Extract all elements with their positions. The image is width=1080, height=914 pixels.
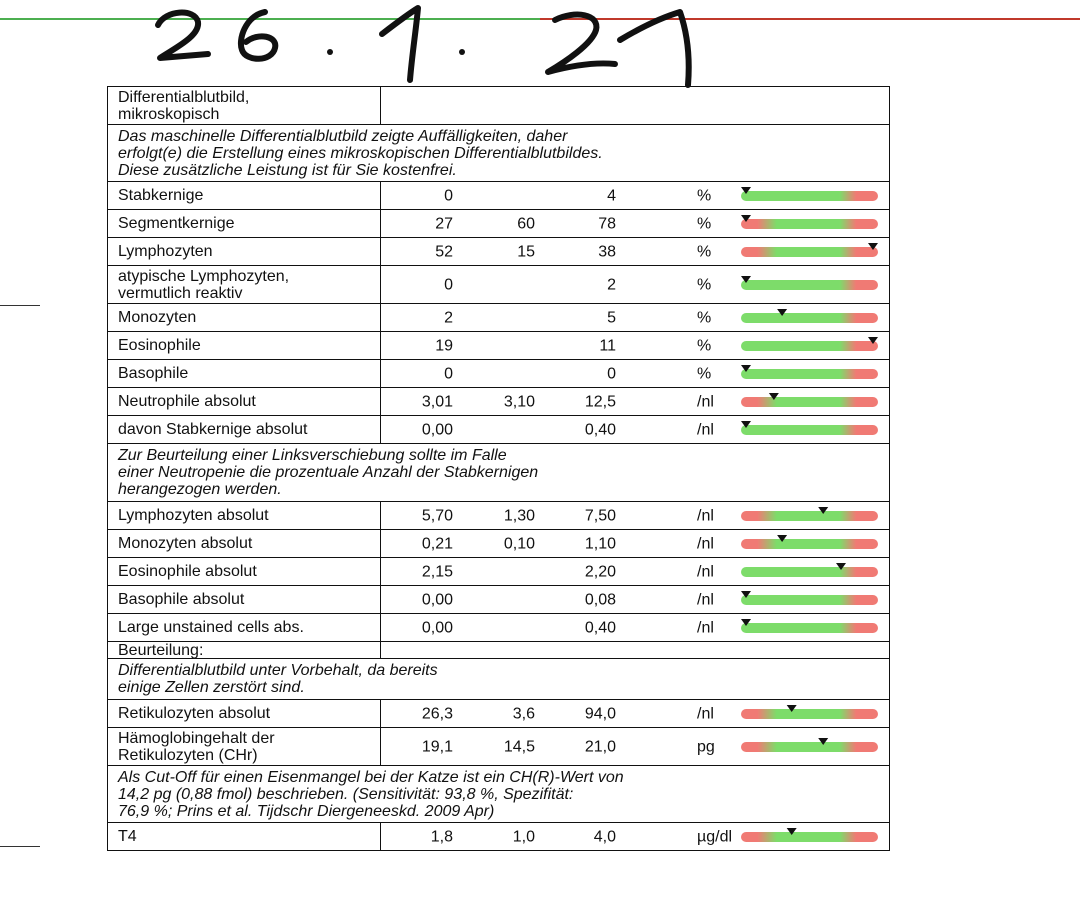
result-value: 26,3 xyxy=(421,705,453,722)
bar-track xyxy=(741,511,878,521)
reference-high: 78 xyxy=(598,215,616,232)
reference-low: 14,5 xyxy=(503,738,535,755)
parameter-name: Large unstained cells abs. xyxy=(108,614,381,642)
unit: /nl xyxy=(697,393,714,410)
unit: % xyxy=(697,187,712,204)
result-value: 0 xyxy=(444,276,453,293)
reference-bar xyxy=(741,709,878,719)
reference-high: 2,20 xyxy=(584,563,616,580)
reference-low: 3,6 xyxy=(512,705,535,722)
result-value: 0 xyxy=(444,365,453,382)
section-header: Differentialblutbild, mikroskopisch xyxy=(108,87,381,125)
bar-track xyxy=(741,832,878,842)
parameter-name: Eosinophile absolut xyxy=(108,558,381,586)
reference-bar xyxy=(741,539,878,549)
parameter-name: atypische Lymphozyten, vermutlich reaktiv xyxy=(108,266,381,304)
unit: % xyxy=(697,337,712,354)
result-value: 52 xyxy=(435,243,453,260)
bar-track xyxy=(741,425,878,435)
result-value: 0,21 xyxy=(421,535,453,552)
result-row xyxy=(108,823,890,851)
parameter-name: Hämoglobingehalt der Retikulozyten (CHr) xyxy=(108,728,381,766)
unit: /nl xyxy=(697,591,714,608)
result-row xyxy=(108,700,890,728)
result-row xyxy=(108,614,890,642)
unit: % xyxy=(697,276,712,293)
reference-high: 11 xyxy=(599,337,616,354)
reference-high: 0,40 xyxy=(584,421,616,438)
result-row xyxy=(108,332,890,360)
bar-track xyxy=(741,742,878,752)
bar-track xyxy=(741,539,878,549)
bar-track xyxy=(741,369,878,379)
reference-high: 4,0 xyxy=(593,828,616,845)
reference-bar xyxy=(741,511,878,521)
reference-bar xyxy=(741,595,878,605)
note-cutoff: Als Cut-Off für einen Eisenmangel bei der Katze ist ein CH(R)-Wert von 14,2 pg (0,88 fmol) beschrieben. (Sensitivität: 93,8 %, Spezifität: 76,9 %; Prins et al. Tijdschr Diergeneeskd. 2009 Apr) xyxy=(108,766,890,823)
parameter-name: Monozyten xyxy=(108,304,381,332)
bar-track xyxy=(741,567,878,577)
margin-tick xyxy=(0,305,40,306)
reference-high: 1,10 xyxy=(584,535,616,552)
bar-track xyxy=(741,280,878,290)
unit: % xyxy=(697,243,712,260)
reference-low: 0,10 xyxy=(503,535,535,552)
bar-track xyxy=(741,709,878,719)
handwritten-date xyxy=(0,0,720,90)
result-value: 27 xyxy=(435,215,453,232)
result-row xyxy=(108,210,890,238)
reference-bar xyxy=(741,369,878,379)
reference-bar xyxy=(741,567,878,577)
parameter-name: Eosinophile xyxy=(108,332,381,360)
parameter-name: davon Stabkernige absolut xyxy=(108,416,381,444)
bar-track xyxy=(741,219,878,229)
parameter-name: Basophile xyxy=(108,360,381,388)
result-row xyxy=(108,304,890,332)
reference-high: 2 xyxy=(607,276,616,293)
reference-high: 12,5 xyxy=(584,393,616,410)
reference-bar xyxy=(741,341,878,351)
reference-bar xyxy=(741,219,878,229)
unit: /nl xyxy=(697,507,714,524)
result-row xyxy=(108,388,890,416)
result-row xyxy=(108,416,890,444)
note-row xyxy=(108,444,890,502)
parameter-name: Lymphozyten absolut xyxy=(108,502,381,530)
unit: µg/dl xyxy=(697,828,733,845)
result-value: 2,15 xyxy=(421,563,453,580)
result-value: 2 xyxy=(444,309,453,326)
result-row xyxy=(108,266,890,304)
note-assessment: Differentialblutbild unter Vorbehalt, da bereits einige Zellen zerstört sind. xyxy=(108,659,890,700)
result-value: 5,70 xyxy=(421,507,453,524)
note-microscopic: Das maschinelle Differentialblutbild zeigte Auffälligkeiten, daher erfolgt(e) die Erstellung eines mikroskopischen Differentialblutbildes. Diese zusätzliche Leistung ist für Sie kostenfrei. xyxy=(108,125,890,182)
reference-bar xyxy=(741,191,878,201)
reference-high: 4 xyxy=(607,187,616,204)
reference-bar xyxy=(741,623,878,633)
parameter-name: Segmentkernige xyxy=(108,210,381,238)
unit: % xyxy=(697,215,712,232)
reference-low: 1,0 xyxy=(512,828,535,845)
reference-high: 0 xyxy=(607,365,616,382)
parameter-name: Lymphozyten xyxy=(108,238,381,266)
reference-high: 5 xyxy=(607,309,616,326)
unit: /nl xyxy=(697,421,714,438)
parameter-name: Basophile absolut xyxy=(108,586,381,614)
reference-low: 60 xyxy=(517,215,535,232)
reference-high: 38 xyxy=(598,243,616,260)
bar-track xyxy=(741,397,878,407)
reference-bar xyxy=(741,425,878,435)
result-value: 3,01 xyxy=(421,393,453,410)
result-row xyxy=(108,558,890,586)
unit: /nl xyxy=(697,705,714,722)
reference-bar xyxy=(741,313,878,323)
unit: % xyxy=(697,365,712,382)
bar-track xyxy=(741,191,878,201)
unit: pg xyxy=(697,738,715,755)
assessment-row xyxy=(108,642,890,659)
result-value: 19,1 xyxy=(421,738,453,755)
parameter-name: Retikulozyten absolut xyxy=(108,700,381,728)
reference-low: 3,10 xyxy=(503,393,535,410)
result-row xyxy=(108,728,890,766)
reference-bar xyxy=(741,247,878,257)
result-row xyxy=(108,182,890,210)
reference-bar xyxy=(741,280,878,290)
lab-results-table xyxy=(107,86,890,851)
result-row xyxy=(108,238,890,266)
result-row xyxy=(108,586,890,614)
result-row xyxy=(108,530,890,558)
bar-track xyxy=(741,341,878,351)
reference-low: 15 xyxy=(517,243,535,260)
result-row xyxy=(108,502,890,530)
reference-high: 0,40 xyxy=(584,619,616,636)
bar-track xyxy=(741,313,878,323)
bar-track xyxy=(741,247,878,257)
unit: /nl xyxy=(697,535,714,552)
reference-high: 7,50 xyxy=(584,507,616,524)
result-value: 19 xyxy=(435,337,453,354)
unit: /nl xyxy=(697,563,714,580)
reference-high: 21,0 xyxy=(584,738,616,755)
result-value: 0,00 xyxy=(421,591,453,608)
reference-bar xyxy=(741,832,878,842)
parameter-name: Neutrophile absolut xyxy=(108,388,381,416)
reference-bar xyxy=(741,742,878,752)
result-value: 0 xyxy=(444,187,453,204)
note-row xyxy=(108,125,890,182)
unit: % xyxy=(697,309,712,326)
result-value: 1,8 xyxy=(430,828,453,845)
parameter-name: T4 xyxy=(108,823,381,851)
reference-bar xyxy=(741,397,878,407)
result-value: 0,00 xyxy=(421,421,453,438)
note-left-shift: Zur Beurteilung einer Linksverschiebung sollte im Falle einer Neutropenie die prozentuale Anzahl der Stabkernigen herangezogen werden. xyxy=(108,444,890,502)
parameter-name: Monozyten absolut xyxy=(108,530,381,558)
reference-low: 1,30 xyxy=(503,507,535,524)
result-row xyxy=(108,360,890,388)
reference-high: 94,0 xyxy=(584,705,616,722)
note-row xyxy=(108,659,890,700)
parameter-name: Stabkernige xyxy=(108,182,381,210)
result-value: 0,00 xyxy=(421,619,453,636)
bar-track xyxy=(741,595,878,605)
reference-high: 0,08 xyxy=(584,591,616,608)
unit: /nl xyxy=(697,619,714,636)
assessment-label: Beurteilung: xyxy=(108,642,381,659)
section-header-row xyxy=(108,87,890,125)
bar-track xyxy=(741,623,878,633)
note-row xyxy=(108,766,890,823)
margin-tick xyxy=(0,846,40,847)
